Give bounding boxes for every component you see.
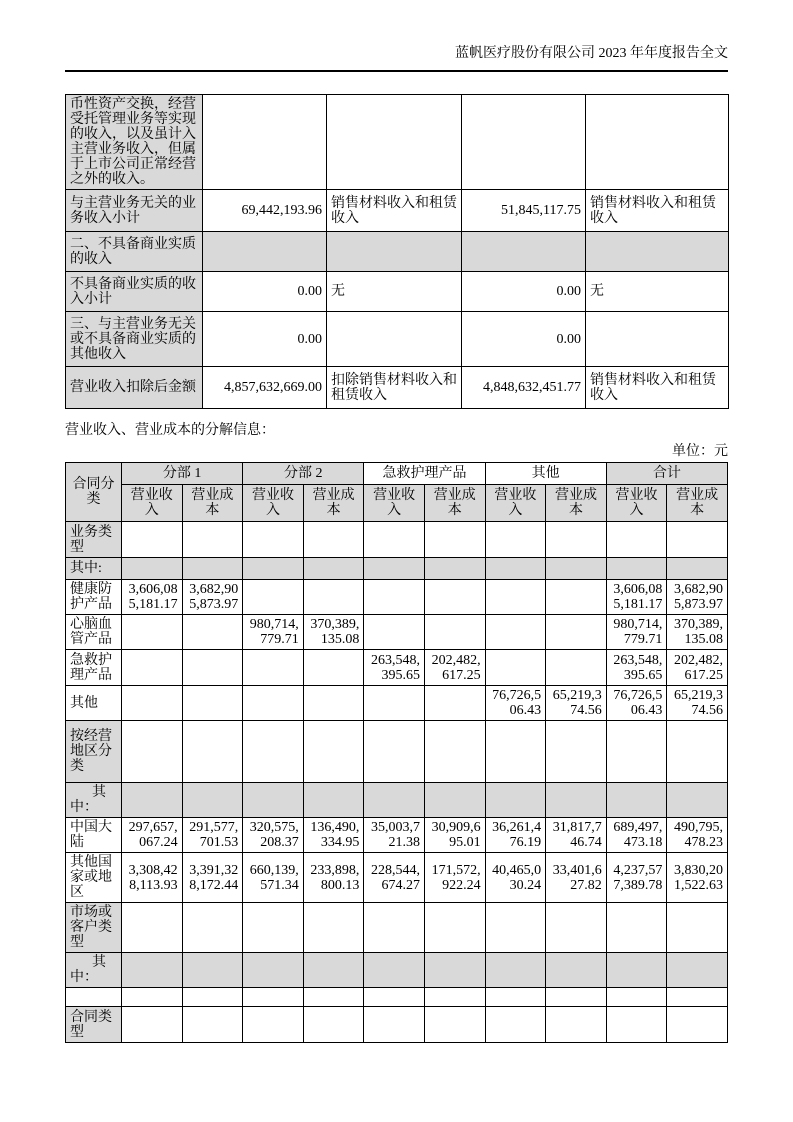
value-cell (303, 1007, 364, 1043)
table-row (66, 903, 728, 953)
row-label-cell: 按经营地区分类 (66, 721, 122, 783)
table-cell-label: 币性资产交换，经营受托管理业务等实现的收入，以及虽计入主营业务收入，但属于上市公司正常经营之外的收入。 (66, 95, 203, 190)
value-cell (546, 615, 607, 650)
table-cell-note2: 销售材料收入和租赁收入 (586, 190, 729, 232)
value-cell: 76,726,506.43 (485, 686, 546, 721)
value-cell: 3,308,428,113.93 (122, 853, 183, 903)
value-cell (485, 650, 546, 686)
value-cell (606, 558, 667, 580)
row-label-cell: 合同类型 (66, 1007, 122, 1043)
table-cell-note (327, 312, 462, 367)
value-cell: 202,482,617.25 (667, 650, 728, 686)
value-cell (303, 721, 364, 783)
table-row (66, 818, 728, 853)
value-cell: 65,219,374.56 (667, 686, 728, 721)
value-cell: 4,237,577,389.78 (606, 853, 667, 903)
value-cell: 35,003,721.38 (364, 818, 425, 853)
value-cell (424, 783, 485, 818)
value-cell: 297,657,067.24 (122, 818, 183, 853)
row-label-cell: 其他 (66, 686, 122, 721)
value-cell (243, 953, 304, 988)
table-row (66, 522, 728, 558)
table-cell-amount2 (462, 95, 586, 190)
value-cell: 202,482,617.25 (424, 650, 485, 686)
value-cell (485, 721, 546, 783)
table-cell-note2: 无 (586, 272, 729, 312)
value-cell (182, 903, 243, 953)
value-cell (606, 903, 667, 953)
value-cell (485, 783, 546, 818)
value-cell (485, 988, 546, 1007)
subheader-cell: 营业成本 (182, 485, 243, 522)
group-header-cell: 其他 (485, 463, 606, 485)
subheader-cell: 营业收入 (485, 485, 546, 522)
value-cell (243, 783, 304, 818)
table-row (66, 783, 728, 818)
table-cell-label: 不具备商业实质的收入小计 (66, 272, 203, 312)
value-cell: 3,391,328,172.44 (182, 853, 243, 903)
value-cell (122, 1007, 183, 1043)
header-row-groups (66, 463, 728, 485)
value-cell (424, 686, 485, 721)
value-cell (424, 615, 485, 650)
table-row (66, 988, 728, 1007)
value-cell: 980,714,779.71 (243, 615, 304, 650)
table-cell-note2 (586, 95, 729, 190)
value-cell (606, 988, 667, 1007)
value-cell (606, 953, 667, 988)
table-cell-note2 (586, 312, 729, 367)
value-cell (122, 615, 183, 650)
table-cell-amount: 0.00 (203, 272, 327, 312)
value-cell (303, 903, 364, 953)
value-cell (243, 558, 304, 580)
table-row (66, 272, 729, 312)
table-cell-amount: 69,442,193.96 (203, 190, 327, 232)
value-cell (424, 953, 485, 988)
group-header-cell: 急救护理产品 (364, 463, 485, 485)
value-cell (182, 988, 243, 1007)
table-cell-amount (203, 232, 327, 272)
header-row-measures (66, 485, 728, 522)
table-cell-label: 二、不具备商业实质的收入 (66, 232, 203, 272)
value-cell (122, 903, 183, 953)
value-cell (424, 1007, 485, 1043)
value-cell (546, 721, 607, 783)
value-cell (364, 953, 425, 988)
deduction-table (65, 94, 729, 409)
value-cell: 370,389,135.08 (667, 615, 728, 650)
value-cell (424, 988, 485, 1007)
breakdown-table-body (66, 522, 728, 1043)
value-cell (667, 783, 728, 818)
value-cell (243, 988, 304, 1007)
value-cell (364, 988, 425, 1007)
table-cell-note (327, 232, 462, 272)
table-row (66, 95, 729, 190)
value-cell (303, 783, 364, 818)
row-label-cell: 其他国家或地区 (66, 853, 122, 903)
group-header-cell: 分部 1 (122, 463, 243, 485)
table-row (66, 953, 728, 988)
group-header-cell: 分部 2 (243, 463, 364, 485)
value-cell (546, 953, 607, 988)
value-cell (424, 903, 485, 953)
value-cell (364, 721, 425, 783)
value-cell: 660,139,571.34 (243, 853, 304, 903)
value-cell: 263,548,395.65 (364, 650, 425, 686)
subheader-cell: 营业成本 (546, 485, 607, 522)
value-cell: 30,909,695.01 (424, 818, 485, 853)
value-cell (424, 522, 485, 558)
subheader-cell: 营业收入 (243, 485, 304, 522)
value-cell (243, 686, 304, 721)
row-label-cell: 心脑血管产品 (66, 615, 122, 650)
value-cell (303, 650, 364, 686)
value-cell (546, 558, 607, 580)
value-cell: 171,572,922.24 (424, 853, 485, 903)
table-row (66, 686, 728, 721)
value-cell (364, 686, 425, 721)
value-cell: 233,898,800.13 (303, 853, 364, 903)
value-cell: 3,682,905,873.97 (667, 580, 728, 615)
value-cell (485, 558, 546, 580)
subheader-cell: 营业收入 (122, 485, 183, 522)
table-cell-note2 (586, 232, 729, 272)
value-cell: 40,465,030.24 (485, 853, 546, 903)
value-cell (667, 1007, 728, 1043)
value-cell (485, 522, 546, 558)
table-cell-amount2: 4,848,632,451.77 (462, 367, 586, 409)
table-cell-note2: 销售材料收入和租赁收入 (586, 367, 729, 409)
value-cell (667, 721, 728, 783)
table-row (66, 190, 729, 232)
row-label-cell: 急救护理产品 (66, 650, 122, 686)
value-cell (424, 721, 485, 783)
value-cell (424, 580, 485, 615)
value-cell (243, 903, 304, 953)
value-cell (303, 988, 364, 1007)
subheader-cell: 营业收入 (364, 485, 425, 522)
table-cell-amount2 (462, 232, 586, 272)
table-cell-note (327, 95, 462, 190)
table-cell-note: 销售材料收入和租赁收入 (327, 190, 462, 232)
value-cell (667, 558, 728, 580)
table-row (66, 650, 728, 686)
row-label-cell: 其中： (66, 953, 122, 988)
value-cell (182, 558, 243, 580)
value-cell (122, 988, 183, 1007)
value-cell (364, 522, 425, 558)
value-cell (182, 650, 243, 686)
value-cell (546, 1007, 607, 1043)
breakdown-table-head (66, 463, 728, 522)
value-cell: 76,726,506.43 (606, 686, 667, 721)
value-cell (667, 522, 728, 558)
value-cell: 291,577,701.53 (182, 818, 243, 853)
subheader-cell: 营业成本 (424, 485, 485, 522)
row-label-cell (66, 988, 122, 1007)
table-row (66, 558, 728, 580)
value-cell (243, 580, 304, 615)
value-cell (364, 580, 425, 615)
value-cell (303, 580, 364, 615)
value-cell (122, 686, 183, 721)
value-cell (122, 558, 183, 580)
value-cell (424, 558, 485, 580)
value-cell: 3,606,085,181.17 (606, 580, 667, 615)
value-cell (667, 953, 728, 988)
subheader-cell: 营业收入 (606, 485, 667, 522)
value-cell (182, 686, 243, 721)
value-cell: 136,490,334.95 (303, 818, 364, 853)
value-cell (182, 953, 243, 988)
value-cell (243, 1007, 304, 1043)
breakdown-table (65, 462, 728, 1043)
deduction-table-body (66, 95, 729, 409)
value-cell: 3,830,201,522.63 (667, 853, 728, 903)
table-cell-label: 营业收入扣除后金额 (66, 367, 203, 409)
value-cell (364, 615, 425, 650)
value-cell: 320,575,208.37 (243, 818, 304, 853)
table-row (66, 853, 728, 903)
value-cell (243, 721, 304, 783)
value-cell (546, 650, 607, 686)
value-cell (485, 953, 546, 988)
value-cell (667, 903, 728, 953)
value-cell (122, 783, 183, 818)
value-cell: 263,548,395.65 (606, 650, 667, 686)
value-cell: 36,261,476.19 (485, 818, 546, 853)
value-cell (485, 1007, 546, 1043)
table-row (66, 367, 729, 409)
document-title: 蓝帆医疗股份有限公司 2023 年年度报告全文 (455, 46, 728, 61)
table-row (66, 232, 729, 272)
value-cell: 33,401,627.82 (546, 853, 607, 903)
value-cell: 370,389,135.08 (303, 615, 364, 650)
value-cell (243, 650, 304, 686)
row-label-cell: 业务类型 (66, 522, 122, 558)
value-cell (606, 721, 667, 783)
table-row (66, 312, 729, 367)
table-cell-note: 无 (327, 272, 462, 312)
row-label-cell: 其中： (66, 783, 122, 818)
value-cell (122, 721, 183, 783)
table-cell-amount2: 0.00 (462, 272, 586, 312)
value-cell (485, 615, 546, 650)
value-cell (303, 522, 364, 558)
value-cell (606, 1007, 667, 1043)
value-cell (364, 903, 425, 953)
unit-label: 单位：元 (672, 444, 728, 459)
table-cell-amount: 0.00 (203, 312, 327, 367)
table-cell-amount2: 0.00 (462, 312, 586, 367)
value-cell: 228,544,674.27 (364, 853, 425, 903)
value-cell (182, 1007, 243, 1043)
value-cell (485, 580, 546, 615)
value-cell: 65,219,374.56 (546, 686, 607, 721)
row-label-cell: 健康防护产品 (66, 580, 122, 615)
value-cell (546, 580, 607, 615)
page-header (65, 46, 728, 72)
subheader-cell: 营业成本 (303, 485, 364, 522)
value-cell (546, 783, 607, 818)
value-cell (546, 903, 607, 953)
value-cell (606, 522, 667, 558)
value-cell (303, 558, 364, 580)
value-cell: 31,817,746.74 (546, 818, 607, 853)
value-cell: 3,606,085,181.17 (122, 580, 183, 615)
value-cell (303, 953, 364, 988)
value-cell (303, 686, 364, 721)
row-label-cell: 其中: (66, 558, 122, 580)
value-cell (182, 721, 243, 783)
subheader-cell: 营业成本 (667, 485, 728, 522)
value-cell (606, 783, 667, 818)
value-cell (485, 903, 546, 953)
table-cell-label: 三、与主营业务无关或不具备商业实质的其他收入 (66, 312, 203, 367)
value-cell (182, 783, 243, 818)
table-row (66, 615, 728, 650)
value-cell (364, 1007, 425, 1043)
value-cell: 980,714,779.71 (606, 615, 667, 650)
corner-header-cell: 合同分类 (66, 463, 122, 522)
group-header-cell: 合计 (606, 463, 727, 485)
table-cell-note: 扣除销售材料收入和租赁收入 (327, 367, 462, 409)
table-cell-label: 与主营业务无关的业务收入小计 (66, 190, 203, 232)
value-cell (182, 522, 243, 558)
section-title: 营业收入、营业成本的分解信息： (65, 423, 275, 438)
value-cell: 689,497,473.18 (606, 818, 667, 853)
value-cell: 490,795,478.23 (667, 818, 728, 853)
value-cell (546, 522, 607, 558)
value-cell (667, 988, 728, 1007)
table-cell-amount2: 51,845,117.75 (462, 190, 586, 232)
value-cell (122, 953, 183, 988)
value-cell: 3,682,905,873.97 (182, 580, 243, 615)
table-cell-amount: 4,857,632,669.00 (203, 367, 327, 409)
row-label-cell: 市场或客户类型 (66, 903, 122, 953)
table-cell-amount (203, 95, 327, 190)
value-cell (364, 558, 425, 580)
table-row (66, 1007, 728, 1043)
value-cell (546, 988, 607, 1007)
table-row (66, 580, 728, 615)
value-cell (243, 522, 304, 558)
value-cell (182, 615, 243, 650)
value-cell (122, 522, 183, 558)
value-cell (122, 650, 183, 686)
table-row (66, 721, 728, 783)
row-label-cell: 中国大陆 (66, 818, 122, 853)
value-cell (364, 783, 425, 818)
